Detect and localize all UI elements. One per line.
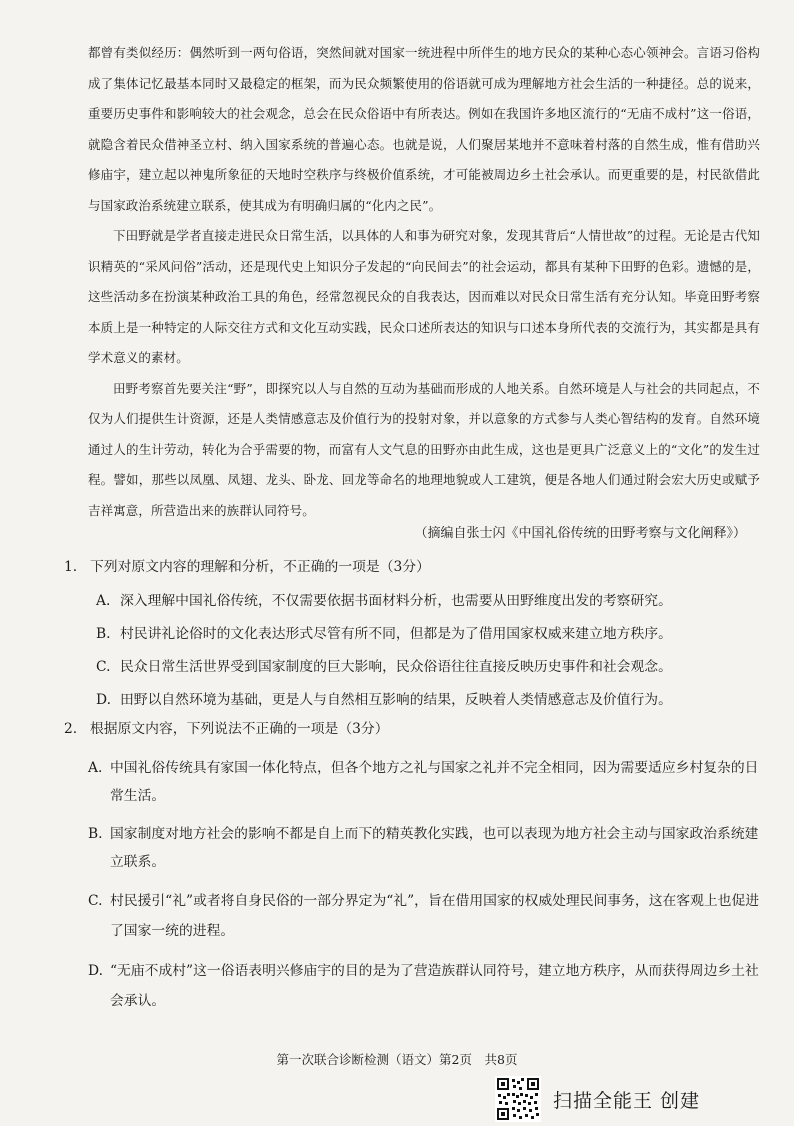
option-letter: D. (96, 692, 111, 708)
page-footer: 第一次联合诊断检测（语文）第2页 共8页 (276, 1052, 518, 1067)
reading-passage (88, 38, 760, 526)
option-text: 村民援引“礼”或者将自身民俗的一部分界定为“礼”，旨在借用国家的权威处理民间事务，这在客观上也促进了国家一统的进程。 (110, 893, 760, 939)
qr-code-icon (495, 1076, 541, 1122)
question-text: 根据原文内容，下列说法不正确的一项是（3分） (90, 721, 389, 737)
option-letter: D. (88, 963, 103, 979)
question-number: 2. (64, 721, 78, 737)
option-text: 国家制度对地方社会的影响不都是自上而下的精英教化实践，也可以表现为地方社会主动与国家政治系统建立联系。 (110, 826, 759, 870)
option-d (64, 689, 764, 711)
option-text: 民众日常生活世界受到国家制度的巨大影响，民众俗语往往直接反映历史事件和社会观念。 (120, 659, 672, 675)
option-text: 田野以自然环境为基础，更是人与自然相互影响的结果，反映着人类情感意志及价值行为。 (120, 692, 672, 708)
question-number: 1. (64, 559, 78, 575)
option-b (64, 623, 764, 645)
scanner-label: 扫描全能王 创建 (553, 1089, 701, 1112)
option-text: 深入理解中国礼俗传统，不仅需要依据书面材料分析，也需要从田野维度出发的考察研究。 (120, 593, 672, 609)
option-letter: A. (96, 593, 111, 609)
question-stem (64, 556, 764, 578)
question-text: 下列对原文内容的理解和分析，不正确的一项是（3分） (90, 559, 430, 575)
option-d (64, 956, 764, 1016)
option-letter: B. (88, 826, 103, 842)
passage-source: （摘编自张士闪《中国礼俗传统的田野考察与文化阐释》） (414, 526, 746, 541)
option-a (64, 754, 764, 810)
question-1 (64, 556, 764, 711)
question-2 (64, 718, 764, 1016)
option-letter: C. (88, 893, 103, 909)
passage-paragraph-1: 都曾有类似经历：偶然听到一两句俗语，突然间就对国家一统进程中所伴生的地方民众的某种心态心领神会。言语习俗构成了集体记忆最基本同时又最稳定的框架，而为民众频繁使用的俗语就可成为理解地方社会生活的一种捷径。总的说来，重要历史事件和影响较大的社会观念，总会在民众俗语中有所表达。例如在我国许多地区流行的“无庙不成村”这一俗语，就隐含着民众借神圣立村、纳入国家系统的普遍心态。也就是说，人们聚居某地并不意味着村落的自然生成，惟有借助兴修庙宇，建立起以神鬼所象征的天地时空秩序与终极价值系统，才可能被周边乡土社会承认。而更重要的是，村民欲借此与国家政治系统建立联系，使其成为有明确归属的“化内之民”。 (88, 45, 760, 213)
scanner-watermark (495, 1074, 700, 1124)
option-a (64, 590, 764, 612)
question-stem (64, 718, 764, 740)
passage-paragraph-3: 田野考察首先要关注“野”，即探究以人与自然的互动为基础而形成的人地关系。自然环境是人与社会的共同起点，不仅为人们提供生计资源，还是人类情感意志及价值行为的投射对象，并以意象的方式参与人类心智结构的发育。自然环境通过人的生计劳动，转化为合乎需要的物，而富有人文气息的田野亦由此生成，这也是更具广泛意义上的“文化”的发生过程。譬如，那些以凤凰、凤翅、龙头、卧龙、回龙等命名的地理地貌或人工建筑，便是各地人们通过附会宏大历史或赋予吉祥寓意，所营造出来的族群认同符号。 (88, 380, 760, 518)
option-c (64, 886, 764, 946)
option-b (64, 820, 764, 876)
option-text: 中国礼俗传统具有家国一体化特点，但各个地方之礼与国家之礼并不完全相同，因为需要适应乡村复杂的日常生活。 (110, 760, 759, 804)
passage-paragraph-2: 下田野就是学者直接走进民众日常生活，以具体的人和事为研究对象，发现其背后“人情世故”的过程。无论是古代知识精英的“采风问俗”活动，还是现代史上知识分子发起的“向民间去”的社会运动，都具有某种下田野的色彩。遗憾的是，这些活动多在扮演某种政治工具的角色，经常忽视民众的自我表达，因而难以对民众日常生活有充分认知。毕竟田野考察本质上是一种特定的人际交往方式和文化互动实践，民众口述所表达的知识与口述本身所代表的交流行为，其实都是具有学术意义的素材。 (88, 228, 760, 365)
option-letter: A. (88, 760, 103, 776)
option-letter: B. (96, 626, 111, 642)
option-letter: C. (96, 659, 111, 675)
option-text: 村民讲礼论俗时的文化表达形式尽管有所不同，但都是为了借用国家权威来建立地方秩序。 (120, 626, 672, 642)
option-text: “无庙不成村”这一俗语表明兴修庙宇的目的是为了营造族群认同符号，建立地方秩序，从而获得周边乡土社会承认。 (110, 963, 759, 1009)
option-c (64, 656, 764, 678)
